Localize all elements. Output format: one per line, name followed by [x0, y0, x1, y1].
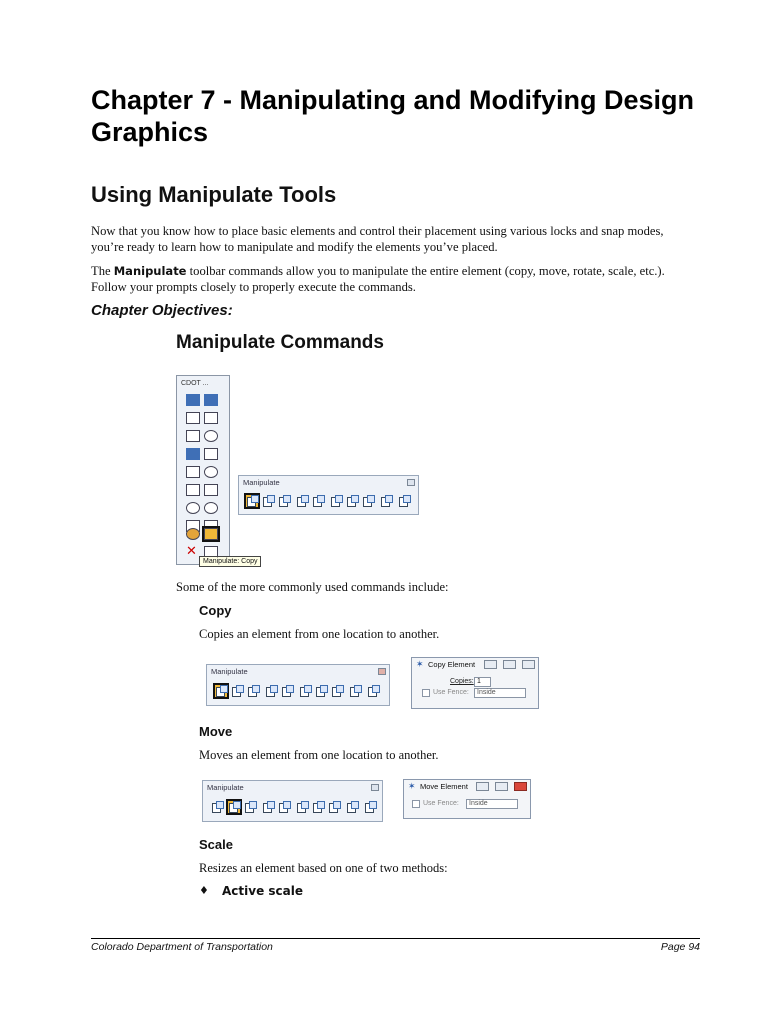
- close-icon[interactable]: [371, 784, 379, 791]
- copies-label: Copies:: [450, 678, 474, 685]
- stretch-icon[interactable]: [380, 495, 392, 507]
- spin-icon[interactable]: [367, 685, 379, 697]
- mirror-icon[interactable]: [299, 685, 311, 697]
- copy-dialog-title: Copy Element: [428, 660, 476, 669]
- bullet-active-scale: Active scale: [222, 884, 303, 898]
- copy-description: Copies an element from one location to another.: [199, 627, 440, 641]
- fence-icon[interactable]: [204, 412, 218, 424]
- rectangle-icon[interactable]: [204, 448, 218, 460]
- palette-icon[interactable]: [186, 528, 200, 540]
- rotate-icon[interactable]: [281, 685, 293, 697]
- copy-icon[interactable]: [246, 495, 258, 507]
- move-icon[interactable]: [262, 495, 274, 507]
- align-edges-icon[interactable]: [328, 801, 340, 813]
- scale-heading: Scale: [199, 837, 233, 852]
- scale-description: Resizes an element based on one of two methods:: [199, 861, 448, 875]
- toolbar-paragraph-suffix: toolbar commands allow you to manipulate the entire element (copy, move, rotate, scale, etc.). Follow your prompts closely to properly execute the commands.: [91, 264, 665, 294]
- move-heading: Move: [199, 724, 233, 739]
- intro-paragraph: Now that you know how to place basic elements and control their placement using various locks and snap modes, you’re ready to learn how to manipulate and modify the elements you’ve placed.: [91, 224, 664, 254]
- fence-mode-select[interactable]: Inside: [466, 799, 518, 809]
- use-fence-checkbox[interactable]: [422, 689, 430, 697]
- array-icon[interactable]: [315, 685, 327, 697]
- move-parallel-icon[interactable]: [247, 685, 259, 697]
- section-title: Using Manipulate Tools: [91, 182, 337, 207]
- pattern-icon[interactable]: [186, 502, 200, 514]
- select-icon[interactable]: [186, 412, 200, 424]
- move-icon[interactable]: [231, 685, 243, 697]
- microstation-icon: ✶: [408, 782, 416, 792]
- spin-icon[interactable]: [398, 495, 410, 507]
- mirror-icon[interactable]: [296, 801, 308, 813]
- move-toolbar-title: Manipulate: [207, 783, 244, 792]
- manipulate-toolbar-title: Manipulate: [243, 478, 280, 487]
- explode-icon[interactable]: [204, 502, 218, 514]
- microstation-icon: ✶: [416, 660, 424, 670]
- text-icon[interactable]: [204, 484, 218, 496]
- close-button[interactable]: [514, 782, 527, 791]
- delete-icon[interactable]: ✕: [186, 544, 197, 559]
- toolbar-paragraph-prefix: The: [91, 264, 114, 278]
- copies-field[interactable]: 1: [474, 677, 491, 687]
- line-icon[interactable]: [186, 448, 200, 460]
- scale-icon[interactable]: [296, 495, 308, 507]
- stretch-icon[interactable]: [346, 801, 358, 813]
- point-icon[interactable]: [186, 430, 200, 442]
- chapter-title: Chapter 7 - Manipulating and Modifying Design Graphics: [91, 85, 695, 147]
- array-icon[interactable]: [346, 495, 358, 507]
- rotate-icon[interactable]: [312, 495, 324, 507]
- spin-icon[interactable]: [364, 801, 376, 813]
- use-fence-label: Use Fence:: [433, 689, 469, 696]
- close-icon[interactable]: [407, 479, 415, 486]
- maximize-button[interactable]: [503, 660, 516, 669]
- maximize-button[interactable]: [495, 782, 508, 791]
- copy-element-dialog: [411, 657, 539, 709]
- copy-manipulate-toolbar: [206, 664, 390, 706]
- manipulate-keyword: Manipulate: [113, 264, 187, 278]
- rotate-icon[interactable]: [278, 801, 290, 813]
- move-element-dialog: [403, 779, 531, 819]
- cell-icon[interactable]: [186, 484, 200, 496]
- circle-icon[interactable]: [204, 466, 218, 478]
- copy-icon[interactable]: [215, 685, 227, 697]
- bullet-symbol: ♦: [199, 884, 209, 897]
- move-dialog-title: Move Element: [420, 782, 468, 791]
- manipulate-toolbar: [238, 475, 419, 515]
- move-description: Moves an element from one location to another.: [199, 748, 439, 762]
- measure-icon[interactable]: [204, 430, 218, 442]
- scale-icon[interactable]: [262, 801, 274, 813]
- move-icon[interactable]: [228, 801, 240, 813]
- close-button[interactable]: [522, 660, 535, 669]
- copy-heading: Copy: [199, 603, 232, 618]
- commands-heading: Manipulate Commands: [176, 332, 384, 353]
- align-edges-icon[interactable]: [362, 495, 374, 507]
- footer-divider: [91, 938, 700, 939]
- copy-icon[interactable]: [211, 801, 223, 813]
- use-fence-label: Use Fence:: [423, 800, 459, 807]
- scale-icon[interactable]: [265, 685, 277, 697]
- toolbar-paragraph: [91, 263, 691, 295]
- minimize-button[interactable]: [484, 660, 497, 669]
- footer-page-number: Page 94: [660, 941, 700, 953]
- close-icon[interactable]: [378, 668, 386, 675]
- mirror-icon[interactable]: [330, 495, 342, 507]
- tool-frame-title: CDOT ...: [181, 380, 209, 387]
- stretch-icon[interactable]: [349, 685, 361, 697]
- array-icon[interactable]: [312, 801, 324, 813]
- move-parallel-icon[interactable]: [278, 495, 290, 507]
- commonly-used-text: Some of the more commonly used commands include:: [176, 580, 449, 594]
- manipulate-copy-icon[interactable]: [204, 528, 218, 540]
- view-icon[interactable]: [204, 394, 218, 406]
- fence-mode-select[interactable]: Inside: [474, 688, 526, 698]
- tooltip: Manipulate: Copy: [199, 556, 261, 567]
- cdot-tool-frame: [176, 375, 230, 565]
- footer-left: Colorado Department of Transportation: [91, 941, 273, 953]
- arc-icon[interactable]: [186, 466, 200, 478]
- move-manipulate-toolbar: [202, 780, 383, 822]
- objectives-heading: Chapter Objectives:: [91, 302, 233, 319]
- align-edges-icon[interactable]: [331, 685, 343, 697]
- copy-toolbar-title: Manipulate: [211, 667, 248, 676]
- move-parallel-icon[interactable]: [244, 801, 256, 813]
- minimize-button[interactable]: [476, 782, 489, 791]
- use-fence-checkbox[interactable]: [412, 800, 420, 808]
- element-selection-icon[interactable]: [186, 394, 200, 406]
